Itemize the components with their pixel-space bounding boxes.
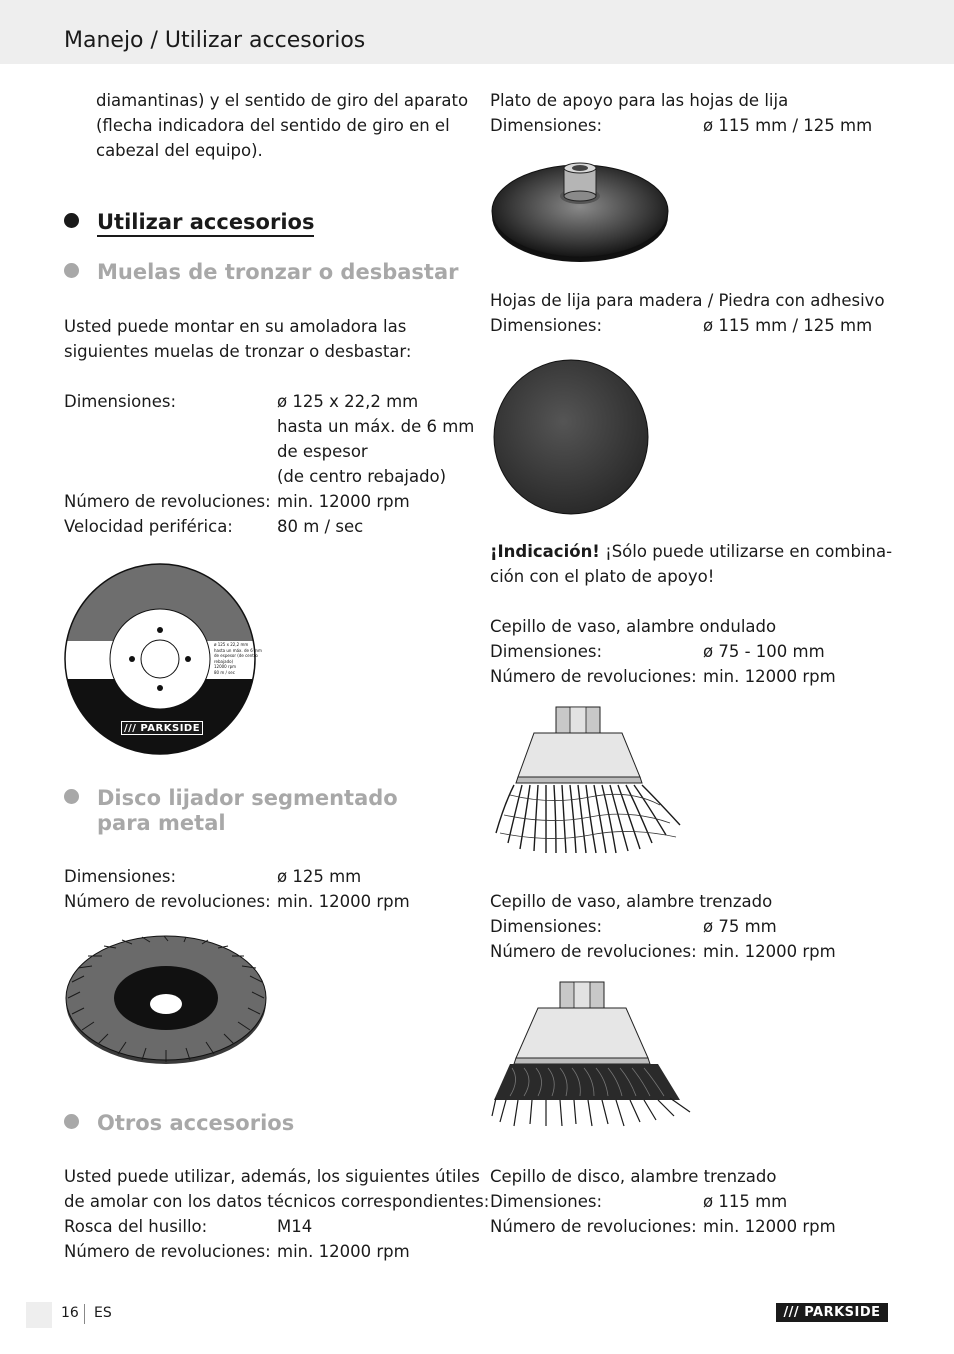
parkside-logo: /// PARKSIDE bbox=[776, 1303, 888, 1322]
spec-value: ø 125 x 22,2 mm bbox=[277, 392, 419, 411]
spec-label: Número de revoluciones: bbox=[64, 492, 271, 511]
spec-value: min. 12000 rpm bbox=[703, 1217, 836, 1236]
bullet-icon bbox=[64, 789, 79, 804]
spec-label: Dimensiones: bbox=[490, 316, 603, 335]
section3-body-2: de amolar con los datos técnicos correspondientes: bbox=[64, 1192, 490, 1211]
spec-label: Velocidad periférica: bbox=[64, 517, 233, 536]
spec-label: Número de revoluciones: bbox=[490, 667, 697, 686]
item1-specs bbox=[490, 113, 890, 138]
spec-value: ø 75 mm bbox=[703, 917, 777, 936]
section3-specs bbox=[64, 1214, 464, 1264]
section1-specs bbox=[64, 389, 475, 539]
item2-title: Hojas de lija para madera / Piedra con adhesivo bbox=[490, 291, 885, 310]
spec-label: Número de revoluciones: bbox=[64, 892, 271, 911]
item5-specs bbox=[490, 1189, 890, 1239]
cup-brush-twisted-image bbox=[490, 980, 700, 1128]
spec-value: min. 12000 rpm bbox=[277, 1242, 410, 1261]
page-title: Manejo / Utilizar accesorios bbox=[64, 28, 366, 53]
section1-body-1: Usted puede montar en su amoladora las bbox=[64, 317, 407, 336]
item3-specs bbox=[490, 639, 890, 689]
spec-value: ø 115 mm / 125 mm bbox=[703, 116, 873, 135]
item1-title: Plato de apoyo para las hojas de lija bbox=[490, 91, 789, 110]
flap-disc-image bbox=[64, 932, 268, 1068]
spec-label: Dimensiones: bbox=[490, 1192, 603, 1211]
spec-label: Número de revoluciones: bbox=[490, 942, 697, 961]
spec-label: Dimensiones: bbox=[490, 116, 603, 135]
sanding-sheet-image bbox=[492, 358, 650, 516]
section-heading-flap-disc: Disco lijador segmentado bbox=[64, 786, 398, 811]
spec-value: ø 125 mm bbox=[277, 867, 362, 886]
bullet-icon bbox=[64, 213, 79, 228]
disc-label: ø 125 x 22,2 mm hasta un máx. de 6 mm de espesor (de centro rebajado) 12000 rpm 80 m / sec bbox=[214, 642, 262, 675]
footer-divider bbox=[84, 1304, 85, 1324]
spec-value: hasta un máx. de 6 mm bbox=[277, 417, 475, 436]
spec-label: Dimensiones: bbox=[490, 917, 603, 936]
language-code: ES bbox=[94, 1305, 112, 1321]
intro-line-1: diamantinas) y el sentido de giro del aparato bbox=[96, 91, 469, 110]
item4-specs bbox=[490, 914, 890, 964]
section-heading-flap-disc-line2: para metal bbox=[97, 811, 226, 835]
spec-value: (de centro rebajado) bbox=[277, 467, 447, 486]
spec-value: min. 12000 rpm bbox=[703, 942, 836, 961]
item3-title: Cepillo de vaso, alambre ondulado bbox=[490, 617, 777, 636]
page-number: 16 bbox=[61, 1305, 79, 1321]
bullet-icon bbox=[64, 263, 79, 278]
section-heading-cutting-discs: Muelas de tronzar o desbastar bbox=[64, 260, 458, 285]
section-heading-other-accessories: Otros accesorios bbox=[64, 1111, 294, 1136]
note-label: ¡Indicación! bbox=[490, 542, 600, 561]
note-line-2: ción con el plato de apoyo! bbox=[490, 567, 715, 586]
bullet-icon bbox=[64, 1114, 79, 1129]
note-line-1: ¡Indicación! ¡Sólo puede utilizarse en combina- bbox=[490, 542, 893, 561]
spec-value: min. 12000 rpm bbox=[703, 667, 836, 686]
section2-specs bbox=[64, 864, 464, 914]
spec-value: ø 115 mm bbox=[703, 1192, 788, 1211]
spec-value: min. 12000 rpm bbox=[277, 892, 410, 911]
spec-value: min. 12000 rpm bbox=[277, 492, 410, 511]
parkside-logo: /// PARKSIDE bbox=[121, 721, 203, 735]
spec-value: M14 bbox=[277, 1217, 313, 1236]
spec-value: ø 75 - 100 mm bbox=[703, 642, 825, 661]
spec-label: Dimensiones: bbox=[64, 867, 177, 886]
spec-value: de espesor bbox=[277, 442, 368, 461]
spec-label: Número de revoluciones: bbox=[64, 1242, 271, 1261]
page-header bbox=[0, 0, 954, 64]
cup-brush-crimped-image bbox=[490, 705, 686, 855]
spec-value: 80 m / sec bbox=[277, 517, 364, 536]
spec-label: Rosca del husillo: bbox=[64, 1217, 208, 1236]
spec-label: Dimensiones: bbox=[64, 392, 177, 411]
section3-body-1: Usted puede utilizar, además, los siguientes útiles bbox=[64, 1167, 480, 1186]
footer-marker bbox=[26, 1302, 52, 1328]
main-heading: Utilizar accesorios bbox=[64, 210, 314, 235]
cutting-disc-image bbox=[64, 563, 262, 755]
spec-value: ø 115 mm / 125 mm bbox=[703, 316, 873, 335]
spec-label: Dimensiones: bbox=[490, 642, 603, 661]
section1-body-2: siguientes muelas de tronzar o desbastar: bbox=[64, 342, 412, 361]
item4-title: Cepillo de vaso, alambre trenzado bbox=[490, 892, 773, 911]
item5-title: Cepillo de disco, alambre trenzado bbox=[490, 1167, 777, 1186]
item2-specs bbox=[490, 313, 890, 338]
backing-pad-image bbox=[490, 156, 670, 266]
intro-line-2: (flecha indicadora del sentido de giro en el bbox=[96, 116, 450, 135]
spec-label: Número de revoluciones: bbox=[490, 1217, 697, 1236]
intro-line-3: cabezal del equipo). bbox=[96, 141, 263, 160]
